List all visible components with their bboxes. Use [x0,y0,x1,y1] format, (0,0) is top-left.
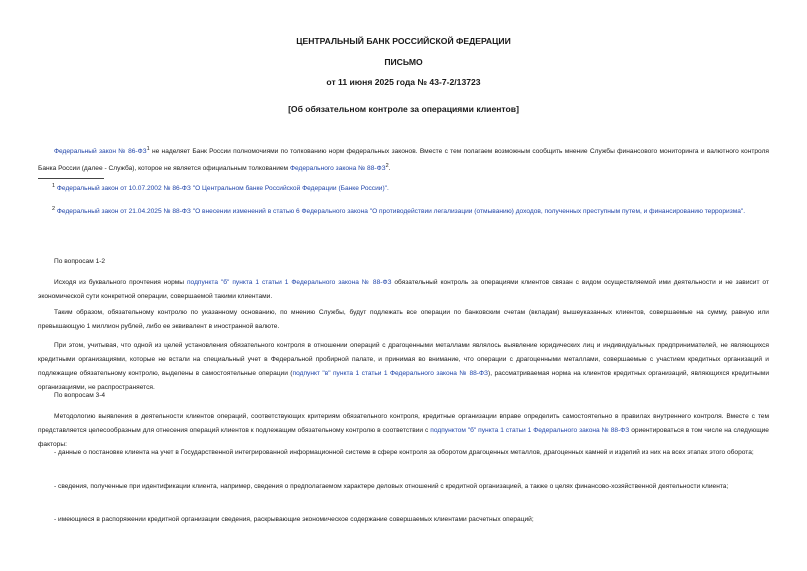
document-date-number: от 11 июня 2025 года № 43-7-2/13723 [326,77,481,87]
footnote-2-link[interactable]: Федеральный закон от 21.04.2025 № 88-ФЗ "О внесении изменений в статью 6 Федерального закона "О противодействии легализации (отмыванию) доходов, полученных преступным путем, и финансированию терроризма". [56,208,746,216]
factor-item-1: - данные о постановке клиента на учет в Государственной интегрированной информационной системе в сфере контроля за оборотом драгоценных металлов, драгоценных камней и изделий из них на всех этапах этого оборота; [54,449,754,456]
footnote-1-link[interactable]: Федеральный закон от 10.07.2002 № 86-ФЗ "О Центральном банке Российской Федерации (Банке России)". [56,185,389,193]
subpoint-b-link-2[interactable]: подпунктом "б" пункта 1 статьи 1 Федерального закона № 88-ФЗ [430,427,630,434]
footnote-2-mark: 2 [52,206,56,212]
footnote-ref-1[interactable]: 1 [146,146,150,152]
section-heading-1-2: По вопросам 1-2 [54,258,106,265]
factor-item-2: - сведения, полученные при идентификации клиента, например, сведения о предполагаемом характере деловых отношений с кредитной организацией, а также о целях финансово-хозяйственной деятельности клиента; [54,483,729,490]
section1-paragraph-2: Таким образом, обязательному контролю по указанному основанию, по мнению Службы, будут подлежать все операции по банковским счетам (вкладам) вышеуказанных клиентов, совершаемые на сумму, равную или превышающую 1 миллион рублей, либо ее эквивалент в иностранной валюте. [38,309,769,330]
section1-paragraph-3: При этом, учитывая, что одной из целей установления обязательного контроля в отношении операций с драгоценными металлами являлось выявление юридических лиц и индивидуальных предпринимателей, не являющихся кредитными организациями, которые не встали на специальный учет в Федеральной пробирной палате, и принимая во внимание, что операции с драгоценными металлами, совершаемые с участием кредитных организаций и подлежащие обязательному контролю, выделены в самостоятельные операции (подпункт "в" пункта 1 статьи 1 Федерального закона № 88-ФЗ), рассматриваемая норма на клиентов кредитных организаций, являющихся кредитными организациями, не распространяется. [38,342,769,391]
subpoint-b-link[interactable]: подпункта "б" пункта 1 статьи 1 Федерального закона № 88-ФЗ [186,279,392,286]
law-88-link[interactable]: Федерального закона № 88-ФЗ [289,165,386,173]
footnote-2 [52,202,768,219]
document-type: ПИСЬМО [384,57,423,67]
section1-paragraph-1: Исходя из буквального прочтения нормы подпункта "б" пункта 1 статьи 1 Федерального закона № 88-ФЗ обязательный контроль за операциями клиентов связан с видом осуществляемой ими деятельности и не зависит от экономической сути конкретной операции, совершаемой такими клиентами. [38,279,769,300]
footnote-ref-2[interactable]: 2 [385,163,389,170]
issuer-title: ЦЕНТРАЛЬНЫЙ БАНК РОССИЙСКОЙ ФЕДЕРАЦИИ [296,36,511,46]
factor-item-3: - имеющиеся в распоряжении кредитной организации сведения, раскрывающие экономическое содержание совершаемых клиентами расчетных операций; [54,516,534,523]
law-86-link[interactable]: Федеральный закон № 86-ФЗ [54,148,147,156]
document-subject: [Об обязательном контроле за операциями клиентов] [288,104,519,114]
subpoint-v-link[interactable]: подпункт "в" пункта 1 статьи 1 Федерального закона № 88-ФЗ [292,370,489,377]
section-heading-3-4: По вопросам 3-4 [54,392,106,399]
footnote-1-mark: 1 [52,183,56,189]
intro-paragraph: Федеральный закон № $86-ФЗ^1$ не наделяет Банк России полномочиями по толкованию норм федеральных законов. Вместе с тем полагаем возможным сообщить мнение Службы финансового мониторинга и валютного контроля Банка России (далее - Служба), которое не является официальным толкованием Федерального закона № $88-ФЗ^2$. [38,146,769,173]
section2-paragraph-1: Методологию выявления в деятельности клиентов операций, соответствующих критериям обязательного контроля, кредитные организации вправе определить самостоятельно в правилах внутреннего контроля. Вместе с тем представляется целесообразным для отнесения операций клиентов к подлежащим обязательному контролю в соответствии с подпунктом "б" пункта 1 статьи 1 Федерального закона № 88-ФЗ ориентироваться в том числе на следующие факторы: [38,413,769,448]
footnote-1 [52,179,768,196]
